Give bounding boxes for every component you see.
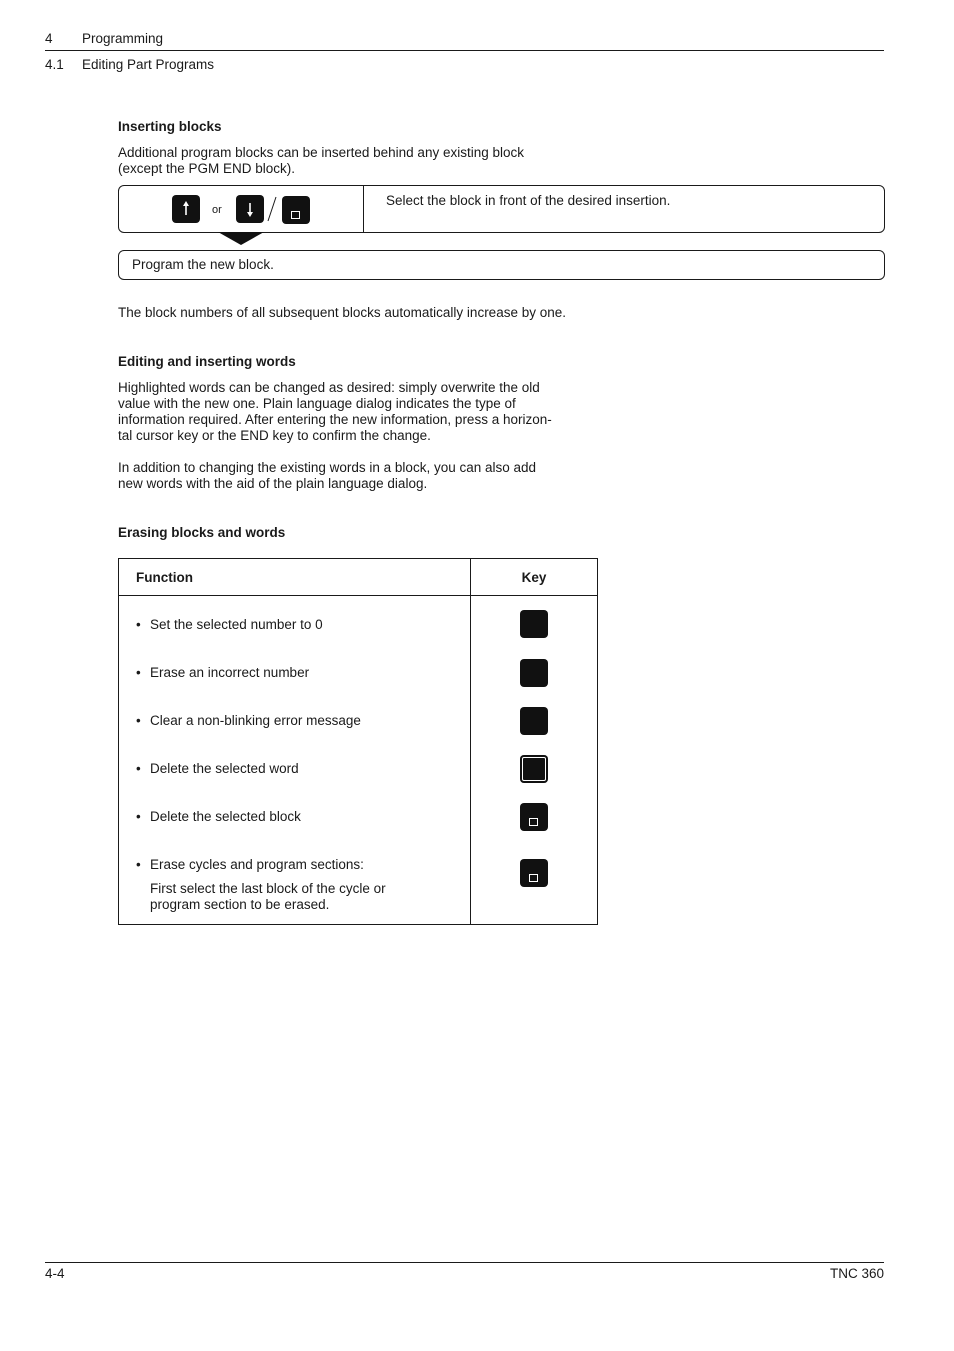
header-rule — [45, 50, 884, 51]
para-line: value with the new one. Plain language dialog indicates the type of — [118, 396, 516, 411]
table-row-text: Delete the selected word — [150, 761, 299, 776]
key-column-header: Key — [471, 559, 598, 596]
chapter-title: Programming — [82, 31, 164, 46]
row-bullet: • — [136, 665, 141, 680]
para-line: Highlighted words can be changed as desired: simply overwrite the old — [118, 380, 540, 395]
ce-key-icon — [520, 659, 548, 687]
row-bullet: • — [136, 761, 141, 776]
step-select-block — [118, 185, 885, 233]
subtext-line: First select the last block of the cycle or — [150, 881, 386, 896]
table-row-text: Erase cycles and program sections: — [150, 857, 364, 872]
step-program-text: Program the new block. — [132, 257, 274, 272]
section-number: 4.1 — [45, 57, 64, 72]
function-column-header: Function — [119, 559, 471, 596]
intro-line: Additional program blocks can be inserted behind any existing block — [118, 145, 524, 160]
step-divider — [363, 186, 364, 232]
table-row-text: Set the selected number to 0 — [150, 617, 323, 632]
footer-rule — [45, 1262, 884, 1263]
erasing-heading: Erasing blocks and words — [118, 525, 286, 540]
para-line: tal cursor key or the END key to confirm the change. — [118, 428, 431, 443]
key-cell — [471, 596, 598, 925]
table-row-text: Clear a non-blinking error message — [150, 713, 361, 728]
section-title: Editing Part Programs — [82, 57, 215, 72]
inserting-blocks-heading: Inserting blocks — [118, 119, 222, 134]
para-line: information required. After entering the new information, press a horizon- — [118, 412, 552, 427]
no-ent-key-icon — [520, 755, 548, 783]
para-line: In addition to changing the existing words in a block, you can also add — [118, 460, 537, 475]
del-block-key-icon — [520, 859, 548, 887]
block-numbers-note: The block numbers of all subsequent blocks automatically increase by one. — [118, 305, 566, 320]
product-name: TNC 360 — [829, 1266, 884, 1281]
arrow-up-icon — [172, 195, 200, 223]
para-line: new words with the aid of the plain language dialog. — [118, 476, 428, 491]
editing-words-heading: Editing and inserting words — [118, 354, 296, 369]
intro-line: (except the PGM END block). — [118, 161, 296, 176]
erase-functions-table — [118, 558, 598, 925]
editing-words-para1 — [118, 380, 608, 444]
inserting-blocks-intro — [118, 145, 608, 177]
step-program-block — [118, 250, 885, 280]
ce-key-icon — [520, 610, 548, 638]
row-bullet: • — [136, 713, 141, 728]
arrow-down-icon — [236, 195, 264, 223]
row-bullet: • — [136, 857, 141, 872]
row-bullet: • — [136, 809, 141, 824]
table-row-text: Delete the selected block — [150, 809, 301, 824]
page-number: 4-4 — [45, 1266, 65, 1281]
ce-key-icon — [520, 707, 548, 735]
editing-words-para2 — [118, 460, 608, 492]
row-bullet: • — [136, 617, 141, 632]
or-label: or — [212, 204, 222, 216]
chapter-number: 4 — [45, 31, 53, 46]
flow-arrow-icon — [218, 232, 264, 246]
table-row-subtext — [150, 881, 450, 913]
table-row-text: Erase an incorrect number — [150, 665, 310, 680]
step-select-text: Select the block in front of the desired insertion. — [386, 193, 671, 208]
goto-key-icon — [282, 196, 310, 224]
slash-separator — [266, 195, 278, 223]
subtext-line: program section to be erased. — [150, 897, 330, 912]
function-cell — [119, 596, 471, 925]
del-block-key-icon — [520, 803, 548, 831]
